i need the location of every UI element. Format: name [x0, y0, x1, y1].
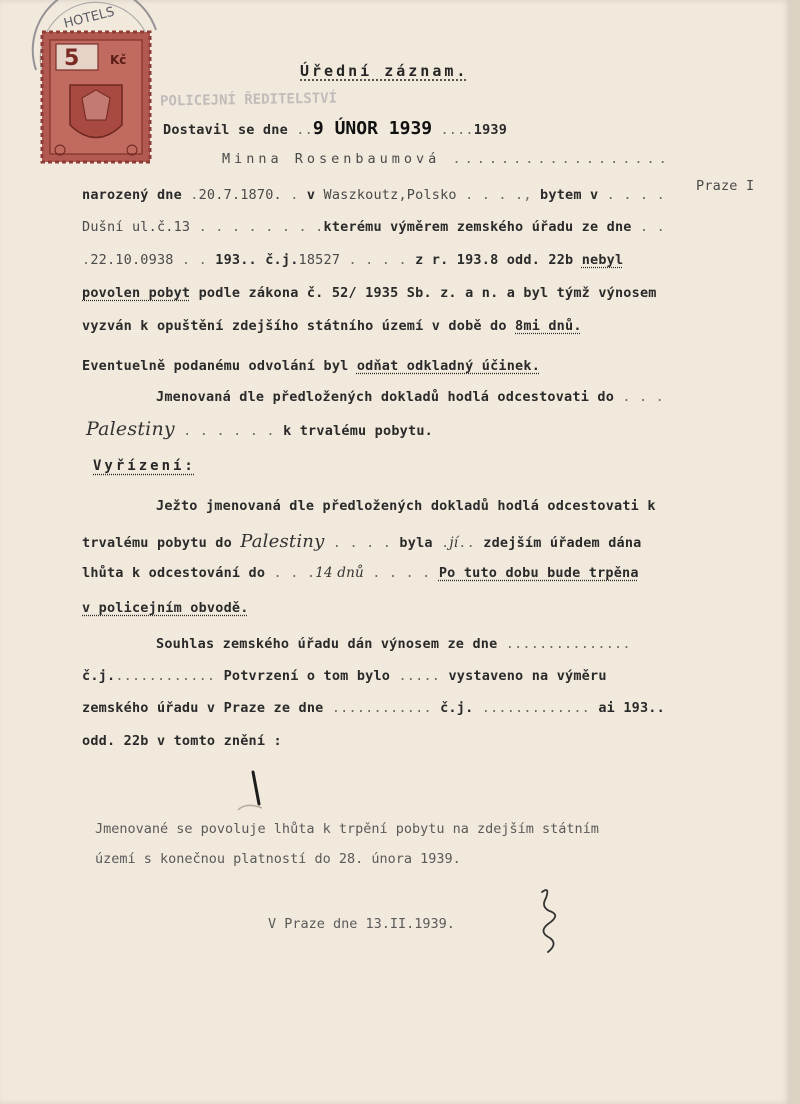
destination-line: Palestiny . . . . . . k trvalému pobytu.	[86, 418, 433, 440]
confirmation-line: č.j............. Potvrzení o tom bylo ..... vystaveno na výměru	[82, 668, 607, 684]
law-line	[82, 285, 657, 301]
called-text: vyzván k opuštění zdejšího státního území v době do	[82, 318, 507, 334]
office-line: zemského úřadu v Praze ze dne ............ č.j. ............. ai 193..	[82, 700, 665, 716]
arrival-label: Dostavil se dne	[163, 122, 288, 138]
resolution-was-label: byla	[399, 535, 433, 551]
departure-destination: Palestiny	[86, 418, 175, 440]
residence-city: Praze I	[696, 178, 755, 194]
consent-line: Souhlas zemského úřadu dán výnosem ze dne ...............	[156, 636, 631, 652]
arrival-stamp-date: 9 ÚNOR 1939	[312, 118, 433, 139]
tolerated-text: Po tuto dobu bude trpěna	[438, 565, 639, 581]
district-text: v policejním obvodě.	[82, 600, 249, 616]
departure-purpose: k trvalému pobytu.	[283, 423, 433, 439]
born-line: narozený dne .20.7.1870. . v Waszkoutz,Polsko . . . ., bytem v . . . .	[82, 187, 665, 203]
district-line	[82, 600, 249, 616]
resolution-heading: Vyřízení:	[93, 458, 196, 474]
revenue-stamp-icon	[40, 30, 152, 164]
resolution-para1	[156, 498, 656, 514]
signature-icon	[536, 886, 564, 956]
confirmation-text: Potvrzení o tom bylo	[223, 668, 391, 684]
permission-line-1: Jmenované se povoluje lhůta k trpění pobytu na zdejším státním	[95, 821, 599, 837]
decree-line: .22.10.0938 . . 193.. č.j.18527 . . . . z r. 193.8 odd. 22b nebyl	[82, 252, 624, 268]
office-ai-label: ai 193..	[598, 700, 665, 716]
stamp-value: 5	[64, 46, 80, 71]
appeal-line	[82, 358, 540, 374]
office-text: zemského úřadu v Praze ze dne	[82, 700, 324, 716]
decree-cj-number: 18527	[298, 252, 341, 268]
birth-date: 20.7.1870.	[198, 187, 282, 203]
days-limit: 8mi dnů.	[515, 318, 582, 334]
place-date: V Praze dne 13.II.1939.	[268, 916, 455, 932]
departure-line: Jmenovaná dle předložených dokladů hodlá odcestovati do . . .	[156, 389, 664, 405]
residence-label: bytem v	[540, 187, 599, 203]
residence-not-granted: povolen pobyt	[82, 285, 191, 301]
decree-odd-label: odd. 22b	[506, 252, 574, 268]
resolution-para2: trvalému pobytu do Palestiny . . . . byla .jí.. zdejším úřadem dána	[82, 531, 642, 552]
decree-which-label: kterému výměrem zemského úřadu ze dne	[323, 219, 632, 235]
not-granted: nebyl	[581, 252, 624, 268]
decree-date: 22.10.0938	[90, 252, 174, 268]
faded-stamp-impression: POLICEJNÍ ŘEDITELSTVÍ	[159, 90, 338, 110]
office-cj-label: č.j.	[440, 700, 474, 716]
street-line: Dušní ul.č.13 . . . . . . . .kterému výměrem zemského úřadu ze dne . .	[82, 219, 665, 235]
deadline-line: lhůta k odcestování do . . .14 dnů . . . . Po tuto dobu bude trpěna	[82, 565, 639, 581]
resolution-was-fill: jí	[449, 535, 459, 551]
deadline-label: lhůta k odcestování do	[82, 565, 266, 581]
resolution-para1-text: Ježto jmenovaná dle předložených dokladů hodlá odcestovati k	[156, 498, 656, 514]
person-name-line: Minna Rosenbaumová ..................	[222, 151, 671, 167]
decree-year-prefix: 193..	[215, 252, 257, 268]
consent-text: Souhlas zemského úřadu dán výnosem ze dne	[156, 636, 498, 652]
stamp-currency: Kč	[110, 53, 127, 67]
departure-text: Jmenovaná dle předložených dokladů hodlá odcestovati do	[156, 389, 615, 405]
permission-line-2: území s konečnou platností do 28. února 1939.	[95, 851, 461, 867]
called-line	[82, 318, 582, 334]
arrival-line: Dostavil se dne ..9 ÚNOR 1939 ....1939	[163, 118, 508, 139]
arrival-year: 1939	[473, 122, 508, 138]
decree-zr-label: z r.	[415, 252, 449, 268]
law-text: podle zákona č. 52/ 1935 Sb. z. a n. a byl týmž výnosem	[198, 285, 657, 301]
confirmation-cj-label: č.j.	[82, 668, 116, 684]
born-label: narozený dne	[82, 187, 182, 203]
odd-line	[82, 733, 282, 749]
decree-zr-year: 193.8	[456, 252, 499, 268]
person-name: Minna Rosenbaumová	[222, 151, 441, 167]
document-title: Úřední záznam.	[300, 62, 469, 80]
issued-text: vystaveno na výměru	[448, 668, 607, 684]
appeal-removed: odňat odkladný účinek.	[356, 358, 541, 374]
round-stamp-text: HOTELS	[62, 4, 117, 32]
place-prefix: v	[306, 187, 316, 203]
decree-cj-label: č.j.	[265, 252, 299, 268]
residence-street: Dušní ul.č.13	[82, 219, 191, 235]
deadline-fill: 14 dnů	[315, 565, 364, 581]
resolution-para2-prefix: trvalému pobytu do	[82, 535, 232, 551]
appeal-text: Eventuelně podanému odvolání byl	[82, 358, 349, 374]
odd-text: odd. 22b v tomto znění :	[82, 733, 282, 749]
resolution-granted-text: zdejším úřadem dána	[483, 535, 642, 551]
pencil-mark-icon	[236, 800, 264, 814]
birth-place: Waszkoutz,Polsko	[323, 187, 457, 203]
resolution-destination: Palestiny	[240, 531, 325, 552]
